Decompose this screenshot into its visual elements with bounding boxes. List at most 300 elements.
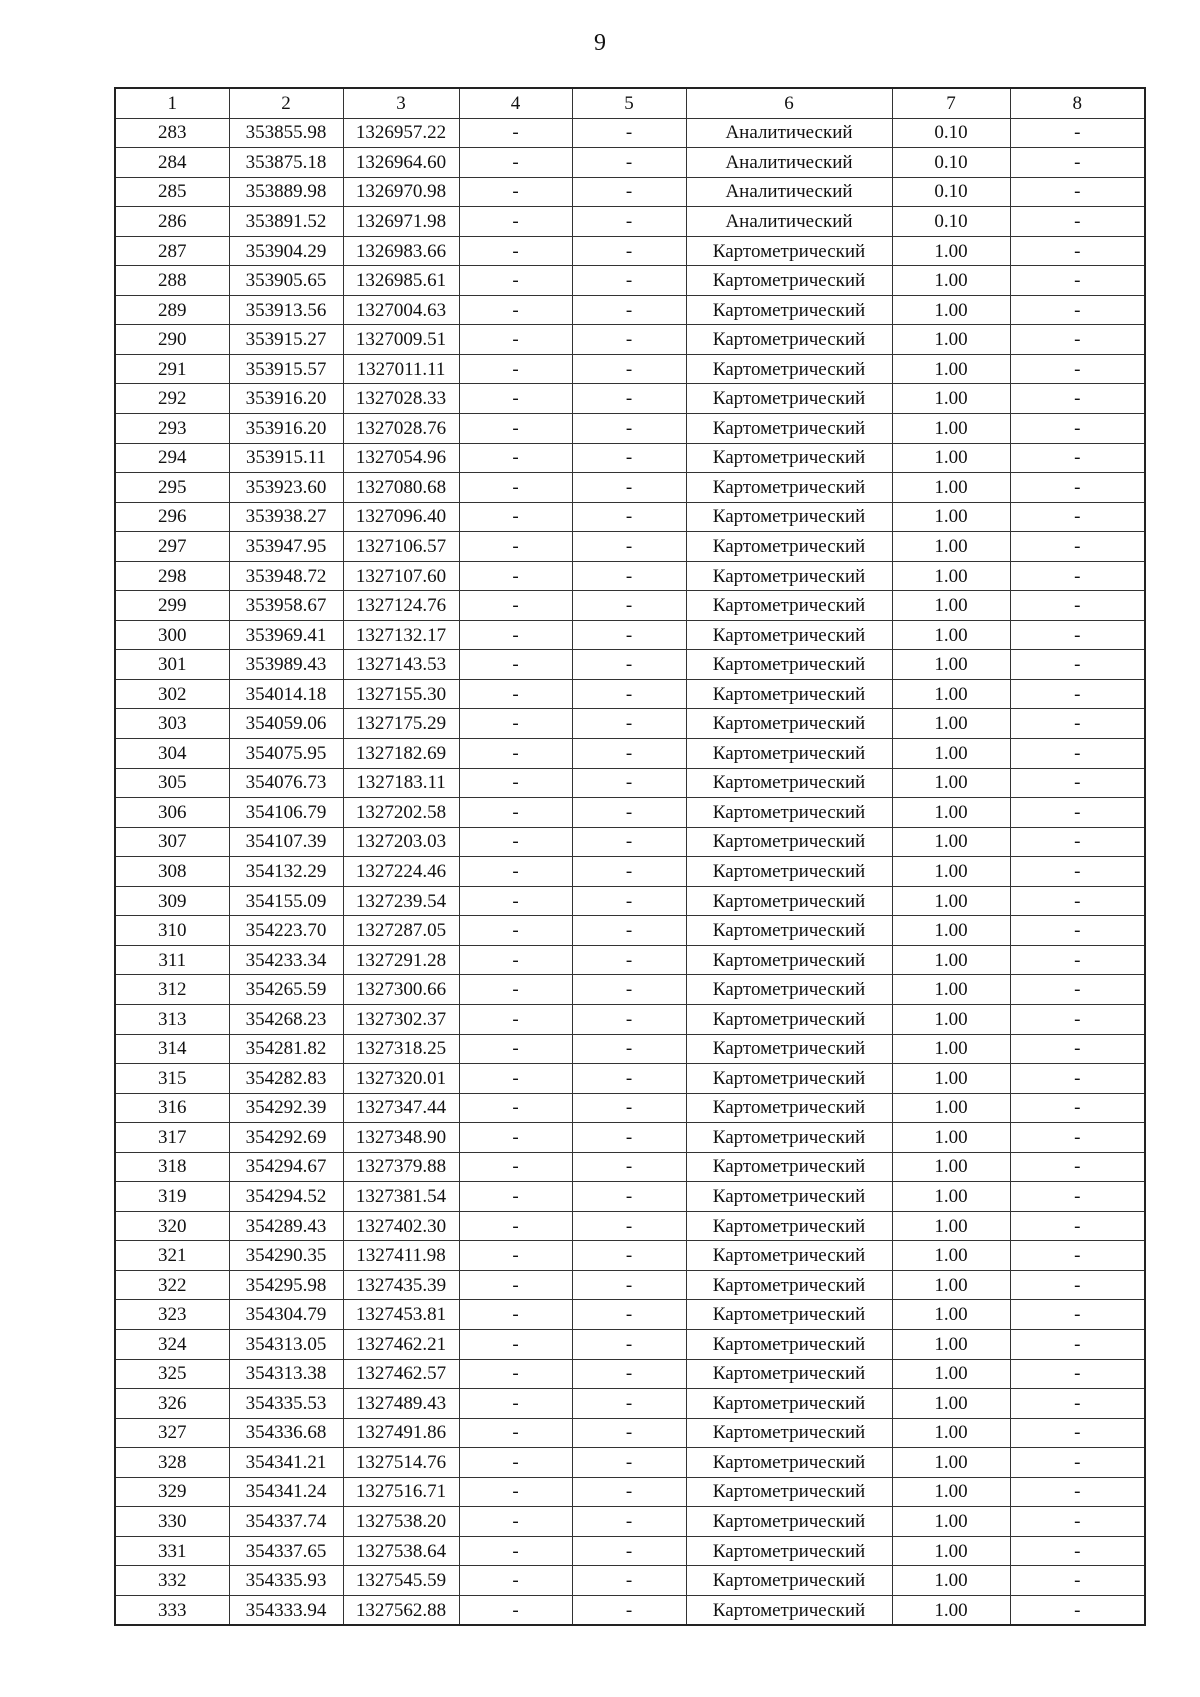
column-4-cell: - xyxy=(459,148,572,178)
accuracy-cell: 1.00 xyxy=(892,827,1010,857)
accuracy-cell: 1.00 xyxy=(892,650,1010,680)
accuracy-cell: 0.10 xyxy=(892,148,1010,178)
y-coordinate-cell: 1327096.40 xyxy=(343,502,459,532)
column-5-cell: - xyxy=(572,916,686,946)
method-cell: Картометрический xyxy=(686,266,892,296)
point-number-cell: 284 xyxy=(115,148,229,178)
accuracy-cell: 1.00 xyxy=(892,295,1010,325)
accuracy-cell: 1.00 xyxy=(892,561,1010,591)
accuracy-cell: 1.00 xyxy=(892,857,1010,887)
point-number-cell: 325 xyxy=(115,1359,229,1389)
point-number-cell: 323 xyxy=(115,1300,229,1330)
column-5-cell: - xyxy=(572,266,686,296)
method-cell: Картометрический xyxy=(686,384,892,414)
table-row xyxy=(115,1211,1145,1241)
column-4-cell: - xyxy=(459,1389,572,1419)
y-coordinate-cell: 1327462.57 xyxy=(343,1359,459,1389)
table-row xyxy=(115,1270,1145,1300)
table-row xyxy=(115,561,1145,591)
method-cell: Картометрический xyxy=(686,561,892,591)
x-coordinate-cell: 354106.79 xyxy=(229,798,343,828)
method-cell: Картометрический xyxy=(686,1359,892,1389)
column-5-cell: - xyxy=(572,1507,686,1537)
column-8-cell: - xyxy=(1010,1211,1145,1241)
x-coordinate-cell: 354294.52 xyxy=(229,1182,343,1212)
y-coordinate-cell: 1327538.64 xyxy=(343,1536,459,1566)
column-8-cell: - xyxy=(1010,1064,1145,1094)
table-row xyxy=(115,532,1145,562)
accuracy-cell: 1.00 xyxy=(892,591,1010,621)
method-cell: Аналитический xyxy=(686,207,892,237)
method-cell: Картометрический xyxy=(686,1507,892,1537)
x-coordinate-cell: 354289.43 xyxy=(229,1211,343,1241)
column-5-cell: - xyxy=(572,502,686,532)
x-coordinate-cell: 353891.52 xyxy=(229,207,343,237)
y-coordinate-cell: 1327182.69 xyxy=(343,739,459,769)
table-row xyxy=(115,354,1145,384)
accuracy-cell: 1.00 xyxy=(892,1359,1010,1389)
accuracy-cell: 1.00 xyxy=(892,1034,1010,1064)
column-8-cell: - xyxy=(1010,1270,1145,1300)
accuracy-cell: 1.00 xyxy=(892,1389,1010,1419)
point-number-cell: 322 xyxy=(115,1270,229,1300)
accuracy-cell: 0.10 xyxy=(892,177,1010,207)
method-cell: Картометрический xyxy=(686,354,892,384)
method-cell: Картометрический xyxy=(686,768,892,798)
y-coordinate-cell: 1326957.22 xyxy=(343,118,459,148)
method-cell: Картометрический xyxy=(686,1300,892,1330)
y-coordinate-cell: 1327132.17 xyxy=(343,620,459,650)
point-number-cell: 315 xyxy=(115,1064,229,1094)
table-row xyxy=(115,266,1145,296)
column-4-cell: - xyxy=(459,236,572,266)
y-coordinate-cell: 1327224.46 xyxy=(343,857,459,887)
column-8-cell: - xyxy=(1010,443,1145,473)
accuracy-cell: 1.00 xyxy=(892,739,1010,769)
point-number-cell: 295 xyxy=(115,473,229,503)
column-8-cell: - xyxy=(1010,1477,1145,1507)
accuracy-cell: 0.10 xyxy=(892,118,1010,148)
table-row xyxy=(115,798,1145,828)
table-row xyxy=(115,236,1145,266)
column-8-cell: - xyxy=(1010,1123,1145,1153)
point-number-cell: 286 xyxy=(115,207,229,237)
x-coordinate-cell: 353889.98 xyxy=(229,177,343,207)
column-8-cell: - xyxy=(1010,1182,1145,1212)
table-row xyxy=(115,1389,1145,1419)
x-coordinate-cell: 354335.93 xyxy=(229,1566,343,1596)
method-cell: Картометрический xyxy=(686,1004,892,1034)
table-row xyxy=(115,443,1145,473)
column-4-cell: - xyxy=(459,1064,572,1094)
column-5-cell: - xyxy=(572,443,686,473)
accuracy-cell: 1.00 xyxy=(892,798,1010,828)
table-row xyxy=(115,1182,1145,1212)
header-cell: 5 xyxy=(572,88,686,118)
column-8-cell: - xyxy=(1010,148,1145,178)
accuracy-cell: 1.00 xyxy=(892,768,1010,798)
header-cell: 3 xyxy=(343,88,459,118)
column-8-cell: - xyxy=(1010,798,1145,828)
x-coordinate-cell: 354233.34 xyxy=(229,945,343,975)
y-coordinate-cell: 1327107.60 xyxy=(343,561,459,591)
column-5-cell: - xyxy=(572,1359,686,1389)
accuracy-cell: 1.00 xyxy=(892,1329,1010,1359)
column-4-cell: - xyxy=(459,177,572,207)
column-4-cell: - xyxy=(459,1093,572,1123)
method-cell: Картометрический xyxy=(686,620,892,650)
column-5-cell: - xyxy=(572,886,686,916)
page-number: 9 xyxy=(594,30,606,56)
point-number-cell: 291 xyxy=(115,354,229,384)
accuracy-cell: 1.00 xyxy=(892,1064,1010,1094)
accuracy-cell: 1.00 xyxy=(892,414,1010,444)
column-5-cell: - xyxy=(572,177,686,207)
column-8-cell: - xyxy=(1010,1595,1145,1625)
x-coordinate-cell: 353904.29 xyxy=(229,236,343,266)
table-row xyxy=(115,679,1145,709)
column-8-cell: - xyxy=(1010,1329,1145,1359)
x-coordinate-cell: 353855.98 xyxy=(229,118,343,148)
y-coordinate-cell: 1327011.11 xyxy=(343,354,459,384)
x-coordinate-cell: 354282.83 xyxy=(229,1064,343,1094)
method-cell: Картометрический xyxy=(686,473,892,503)
column-5-cell: - xyxy=(572,1595,686,1625)
x-coordinate-cell: 353923.60 xyxy=(229,473,343,503)
table-header-row xyxy=(115,88,1145,118)
coordinates-table xyxy=(114,87,1146,1626)
point-number-cell: 298 xyxy=(115,561,229,591)
y-coordinate-cell: 1327124.76 xyxy=(343,591,459,621)
column-8-cell: - xyxy=(1010,384,1145,414)
column-8-cell: - xyxy=(1010,118,1145,148)
method-cell: Картометрический xyxy=(686,1329,892,1359)
y-coordinate-cell: 1327462.21 xyxy=(343,1329,459,1359)
point-number-cell: 319 xyxy=(115,1182,229,1212)
header-cell: 8 xyxy=(1010,88,1145,118)
y-coordinate-cell: 1327302.37 xyxy=(343,1004,459,1034)
table-row xyxy=(115,1093,1145,1123)
accuracy-cell: 1.00 xyxy=(892,502,1010,532)
column-5-cell: - xyxy=(572,295,686,325)
table-row xyxy=(115,177,1145,207)
table-row xyxy=(115,916,1145,946)
method-cell: Картометрический xyxy=(686,295,892,325)
table-row xyxy=(115,118,1145,148)
x-coordinate-cell: 354223.70 xyxy=(229,916,343,946)
table-row xyxy=(115,620,1145,650)
point-number-cell: 287 xyxy=(115,236,229,266)
table-row xyxy=(115,857,1145,887)
column-8-cell: - xyxy=(1010,620,1145,650)
x-coordinate-cell: 354281.82 xyxy=(229,1034,343,1064)
point-number-cell: 324 xyxy=(115,1329,229,1359)
x-coordinate-cell: 354132.29 xyxy=(229,857,343,887)
table-row xyxy=(115,886,1145,916)
column-8-cell: - xyxy=(1010,1359,1145,1389)
accuracy-cell: 1.00 xyxy=(892,384,1010,414)
column-4-cell: - xyxy=(459,709,572,739)
method-cell: Картометрический xyxy=(686,1566,892,1596)
x-coordinate-cell: 354336.68 xyxy=(229,1418,343,1448)
column-4-cell: - xyxy=(459,857,572,887)
column-4-cell: - xyxy=(459,1477,572,1507)
x-coordinate-cell: 354304.79 xyxy=(229,1300,343,1330)
column-5-cell: - xyxy=(572,857,686,887)
y-coordinate-cell: 1327183.11 xyxy=(343,768,459,798)
table-row xyxy=(115,1507,1145,1537)
column-4-cell: - xyxy=(459,1152,572,1182)
column-8-cell: - xyxy=(1010,650,1145,680)
x-coordinate-cell: 354292.69 xyxy=(229,1123,343,1153)
method-cell: Картометрический xyxy=(686,325,892,355)
x-coordinate-cell: 354335.53 xyxy=(229,1389,343,1419)
point-number-cell: 332 xyxy=(115,1566,229,1596)
method-cell: Картометрический xyxy=(686,1182,892,1212)
column-8-cell: - xyxy=(1010,827,1145,857)
column-4-cell: - xyxy=(459,768,572,798)
table-row xyxy=(115,1566,1145,1596)
method-cell: Картометрический xyxy=(686,945,892,975)
x-coordinate-cell: 353916.20 xyxy=(229,384,343,414)
column-5-cell: - xyxy=(572,1123,686,1153)
table-row xyxy=(115,768,1145,798)
method-cell: Картометрический xyxy=(686,1448,892,1478)
header-cell: 1 xyxy=(115,88,229,118)
column-5-cell: - xyxy=(572,798,686,828)
table-row xyxy=(115,591,1145,621)
accuracy-cell: 1.00 xyxy=(892,236,1010,266)
column-8-cell: - xyxy=(1010,1300,1145,1330)
accuracy-cell: 1.00 xyxy=(892,975,1010,1005)
y-coordinate-cell: 1326985.61 xyxy=(343,266,459,296)
table-row xyxy=(115,384,1145,414)
method-cell: Картометрический xyxy=(686,1123,892,1153)
point-number-cell: 326 xyxy=(115,1389,229,1419)
point-number-cell: 310 xyxy=(115,916,229,946)
point-number-cell: 302 xyxy=(115,679,229,709)
accuracy-cell: 1.00 xyxy=(892,916,1010,946)
column-4-cell: - xyxy=(459,945,572,975)
table-row xyxy=(115,1595,1145,1625)
column-5-cell: - xyxy=(572,1182,686,1212)
y-coordinate-cell: 1327202.58 xyxy=(343,798,459,828)
y-coordinate-cell: 1327175.29 xyxy=(343,709,459,739)
column-5-cell: - xyxy=(572,945,686,975)
y-coordinate-cell: 1327348.90 xyxy=(343,1123,459,1153)
accuracy-cell: 1.00 xyxy=(892,1418,1010,1448)
x-coordinate-cell: 353989.43 xyxy=(229,650,343,680)
column-4-cell: - xyxy=(459,916,572,946)
column-4-cell: - xyxy=(459,1004,572,1034)
y-coordinate-cell: 1327287.05 xyxy=(343,916,459,946)
y-coordinate-cell: 1327203.03 xyxy=(343,827,459,857)
x-coordinate-cell: 353913.56 xyxy=(229,295,343,325)
accuracy-cell: 0.10 xyxy=(892,207,1010,237)
column-4-cell: - xyxy=(459,1536,572,1566)
column-4-cell: - xyxy=(459,620,572,650)
table-row xyxy=(115,325,1145,355)
method-cell: Картометрический xyxy=(686,443,892,473)
table-row xyxy=(115,827,1145,857)
column-5-cell: - xyxy=(572,1300,686,1330)
column-8-cell: - xyxy=(1010,532,1145,562)
column-4-cell: - xyxy=(459,473,572,503)
column-5-cell: - xyxy=(572,1418,686,1448)
point-number-cell: 294 xyxy=(115,443,229,473)
method-cell: Картометрический xyxy=(686,1064,892,1094)
column-8-cell: - xyxy=(1010,1418,1145,1448)
y-coordinate-cell: 1327318.25 xyxy=(343,1034,459,1064)
column-4-cell: - xyxy=(459,1211,572,1241)
table-row xyxy=(115,739,1145,769)
header-cell: 4 xyxy=(459,88,572,118)
method-cell: Картометрический xyxy=(686,1093,892,1123)
column-4-cell: - xyxy=(459,1300,572,1330)
column-4-cell: - xyxy=(459,384,572,414)
y-coordinate-cell: 1327489.43 xyxy=(343,1389,459,1419)
accuracy-cell: 1.00 xyxy=(892,1211,1010,1241)
table-row xyxy=(115,1064,1145,1094)
column-8-cell: - xyxy=(1010,1566,1145,1596)
y-coordinate-cell: 1327239.54 xyxy=(343,886,459,916)
y-coordinate-cell: 1327381.54 xyxy=(343,1182,459,1212)
column-8-cell: - xyxy=(1010,266,1145,296)
column-5-cell: - xyxy=(572,620,686,650)
y-coordinate-cell: 1327106.57 xyxy=(343,532,459,562)
column-5-cell: - xyxy=(572,1477,686,1507)
column-8-cell: - xyxy=(1010,975,1145,1005)
column-4-cell: - xyxy=(459,679,572,709)
column-5-cell: - xyxy=(572,1211,686,1241)
y-coordinate-cell: 1327291.28 xyxy=(343,945,459,975)
column-5-cell: - xyxy=(572,1566,686,1596)
accuracy-cell: 1.00 xyxy=(892,1270,1010,1300)
column-4-cell: - xyxy=(459,266,572,296)
method-cell: Картометрический xyxy=(686,236,892,266)
method-cell: Картометрический xyxy=(686,502,892,532)
y-coordinate-cell: 1327320.01 xyxy=(343,1064,459,1094)
point-number-cell: 299 xyxy=(115,591,229,621)
point-number-cell: 306 xyxy=(115,798,229,828)
header-cell: 7 xyxy=(892,88,1010,118)
x-coordinate-cell: 354333.94 xyxy=(229,1595,343,1625)
point-number-cell: 296 xyxy=(115,502,229,532)
y-coordinate-cell: 1326983.66 xyxy=(343,236,459,266)
x-coordinate-cell: 353938.27 xyxy=(229,502,343,532)
point-number-cell: 314 xyxy=(115,1034,229,1064)
method-cell: Картометрический xyxy=(686,679,892,709)
column-4-cell: - xyxy=(459,1566,572,1596)
y-coordinate-cell: 1327300.66 xyxy=(343,975,459,1005)
column-8-cell: - xyxy=(1010,177,1145,207)
column-5-cell: - xyxy=(572,118,686,148)
x-coordinate-cell: 354268.23 xyxy=(229,1004,343,1034)
point-number-cell: 283 xyxy=(115,118,229,148)
column-4-cell: - xyxy=(459,532,572,562)
column-4-cell: - xyxy=(459,1034,572,1064)
table-row xyxy=(115,1418,1145,1448)
accuracy-cell: 1.00 xyxy=(892,354,1010,384)
y-coordinate-cell: 1327453.81 xyxy=(343,1300,459,1330)
column-5-cell: - xyxy=(572,1389,686,1419)
accuracy-cell: 1.00 xyxy=(892,620,1010,650)
y-coordinate-cell: 1327562.88 xyxy=(343,1595,459,1625)
accuracy-cell: 1.00 xyxy=(892,325,1010,355)
method-cell: Картометрический xyxy=(686,1477,892,1507)
column-4-cell: - xyxy=(459,1507,572,1537)
x-coordinate-cell: 353948.72 xyxy=(229,561,343,591)
column-5-cell: - xyxy=(572,1004,686,1034)
method-cell: Картометрический xyxy=(686,798,892,828)
column-4-cell: - xyxy=(459,118,572,148)
column-4-cell: - xyxy=(459,1241,572,1271)
accuracy-cell: 1.00 xyxy=(892,1566,1010,1596)
y-coordinate-cell: 1327028.33 xyxy=(343,384,459,414)
y-coordinate-cell: 1327411.98 xyxy=(343,1241,459,1271)
column-5-cell: - xyxy=(572,1093,686,1123)
table-row xyxy=(115,1004,1145,1034)
column-8-cell: - xyxy=(1010,945,1145,975)
column-8-cell: - xyxy=(1010,857,1145,887)
point-number-cell: 330 xyxy=(115,1507,229,1537)
column-5-cell: - xyxy=(572,1034,686,1064)
method-cell: Аналитический xyxy=(686,118,892,148)
point-number-cell: 297 xyxy=(115,532,229,562)
accuracy-cell: 1.00 xyxy=(892,1241,1010,1271)
x-coordinate-cell: 353915.27 xyxy=(229,325,343,355)
x-coordinate-cell: 354337.65 xyxy=(229,1536,343,1566)
point-number-cell: 316 xyxy=(115,1093,229,1123)
header-cell: 2 xyxy=(229,88,343,118)
column-8-cell: - xyxy=(1010,236,1145,266)
column-5-cell: - xyxy=(572,768,686,798)
method-cell: Картометрический xyxy=(686,1211,892,1241)
column-5-cell: - xyxy=(572,1329,686,1359)
method-cell: Картометрический xyxy=(686,1389,892,1419)
column-5-cell: - xyxy=(572,532,686,562)
column-5-cell: - xyxy=(572,473,686,503)
point-number-cell: 288 xyxy=(115,266,229,296)
column-5-cell: - xyxy=(572,827,686,857)
method-cell: Картометрический xyxy=(686,739,892,769)
column-5-cell: - xyxy=(572,975,686,1005)
column-5-cell: - xyxy=(572,1536,686,1566)
column-4-cell: - xyxy=(459,886,572,916)
table-row xyxy=(115,148,1145,178)
column-8-cell: - xyxy=(1010,1536,1145,1566)
point-number-cell: 311 xyxy=(115,945,229,975)
y-coordinate-cell: 1327009.51 xyxy=(343,325,459,355)
x-coordinate-cell: 353915.11 xyxy=(229,443,343,473)
column-5-cell: - xyxy=(572,650,686,680)
x-coordinate-cell: 353958.67 xyxy=(229,591,343,621)
table-row xyxy=(115,1359,1145,1389)
y-coordinate-cell: 1327514.76 xyxy=(343,1448,459,1478)
y-coordinate-cell: 1327004.63 xyxy=(343,295,459,325)
accuracy-cell: 1.00 xyxy=(892,1507,1010,1537)
accuracy-cell: 1.00 xyxy=(892,1300,1010,1330)
column-4-cell: - xyxy=(459,739,572,769)
column-4-cell: - xyxy=(459,561,572,591)
point-number-cell: 309 xyxy=(115,886,229,916)
x-coordinate-cell: 353875.18 xyxy=(229,148,343,178)
table-row xyxy=(115,1536,1145,1566)
table-row xyxy=(115,295,1145,325)
column-8-cell: - xyxy=(1010,679,1145,709)
column-5-cell: - xyxy=(572,325,686,355)
x-coordinate-cell: 354313.05 xyxy=(229,1329,343,1359)
